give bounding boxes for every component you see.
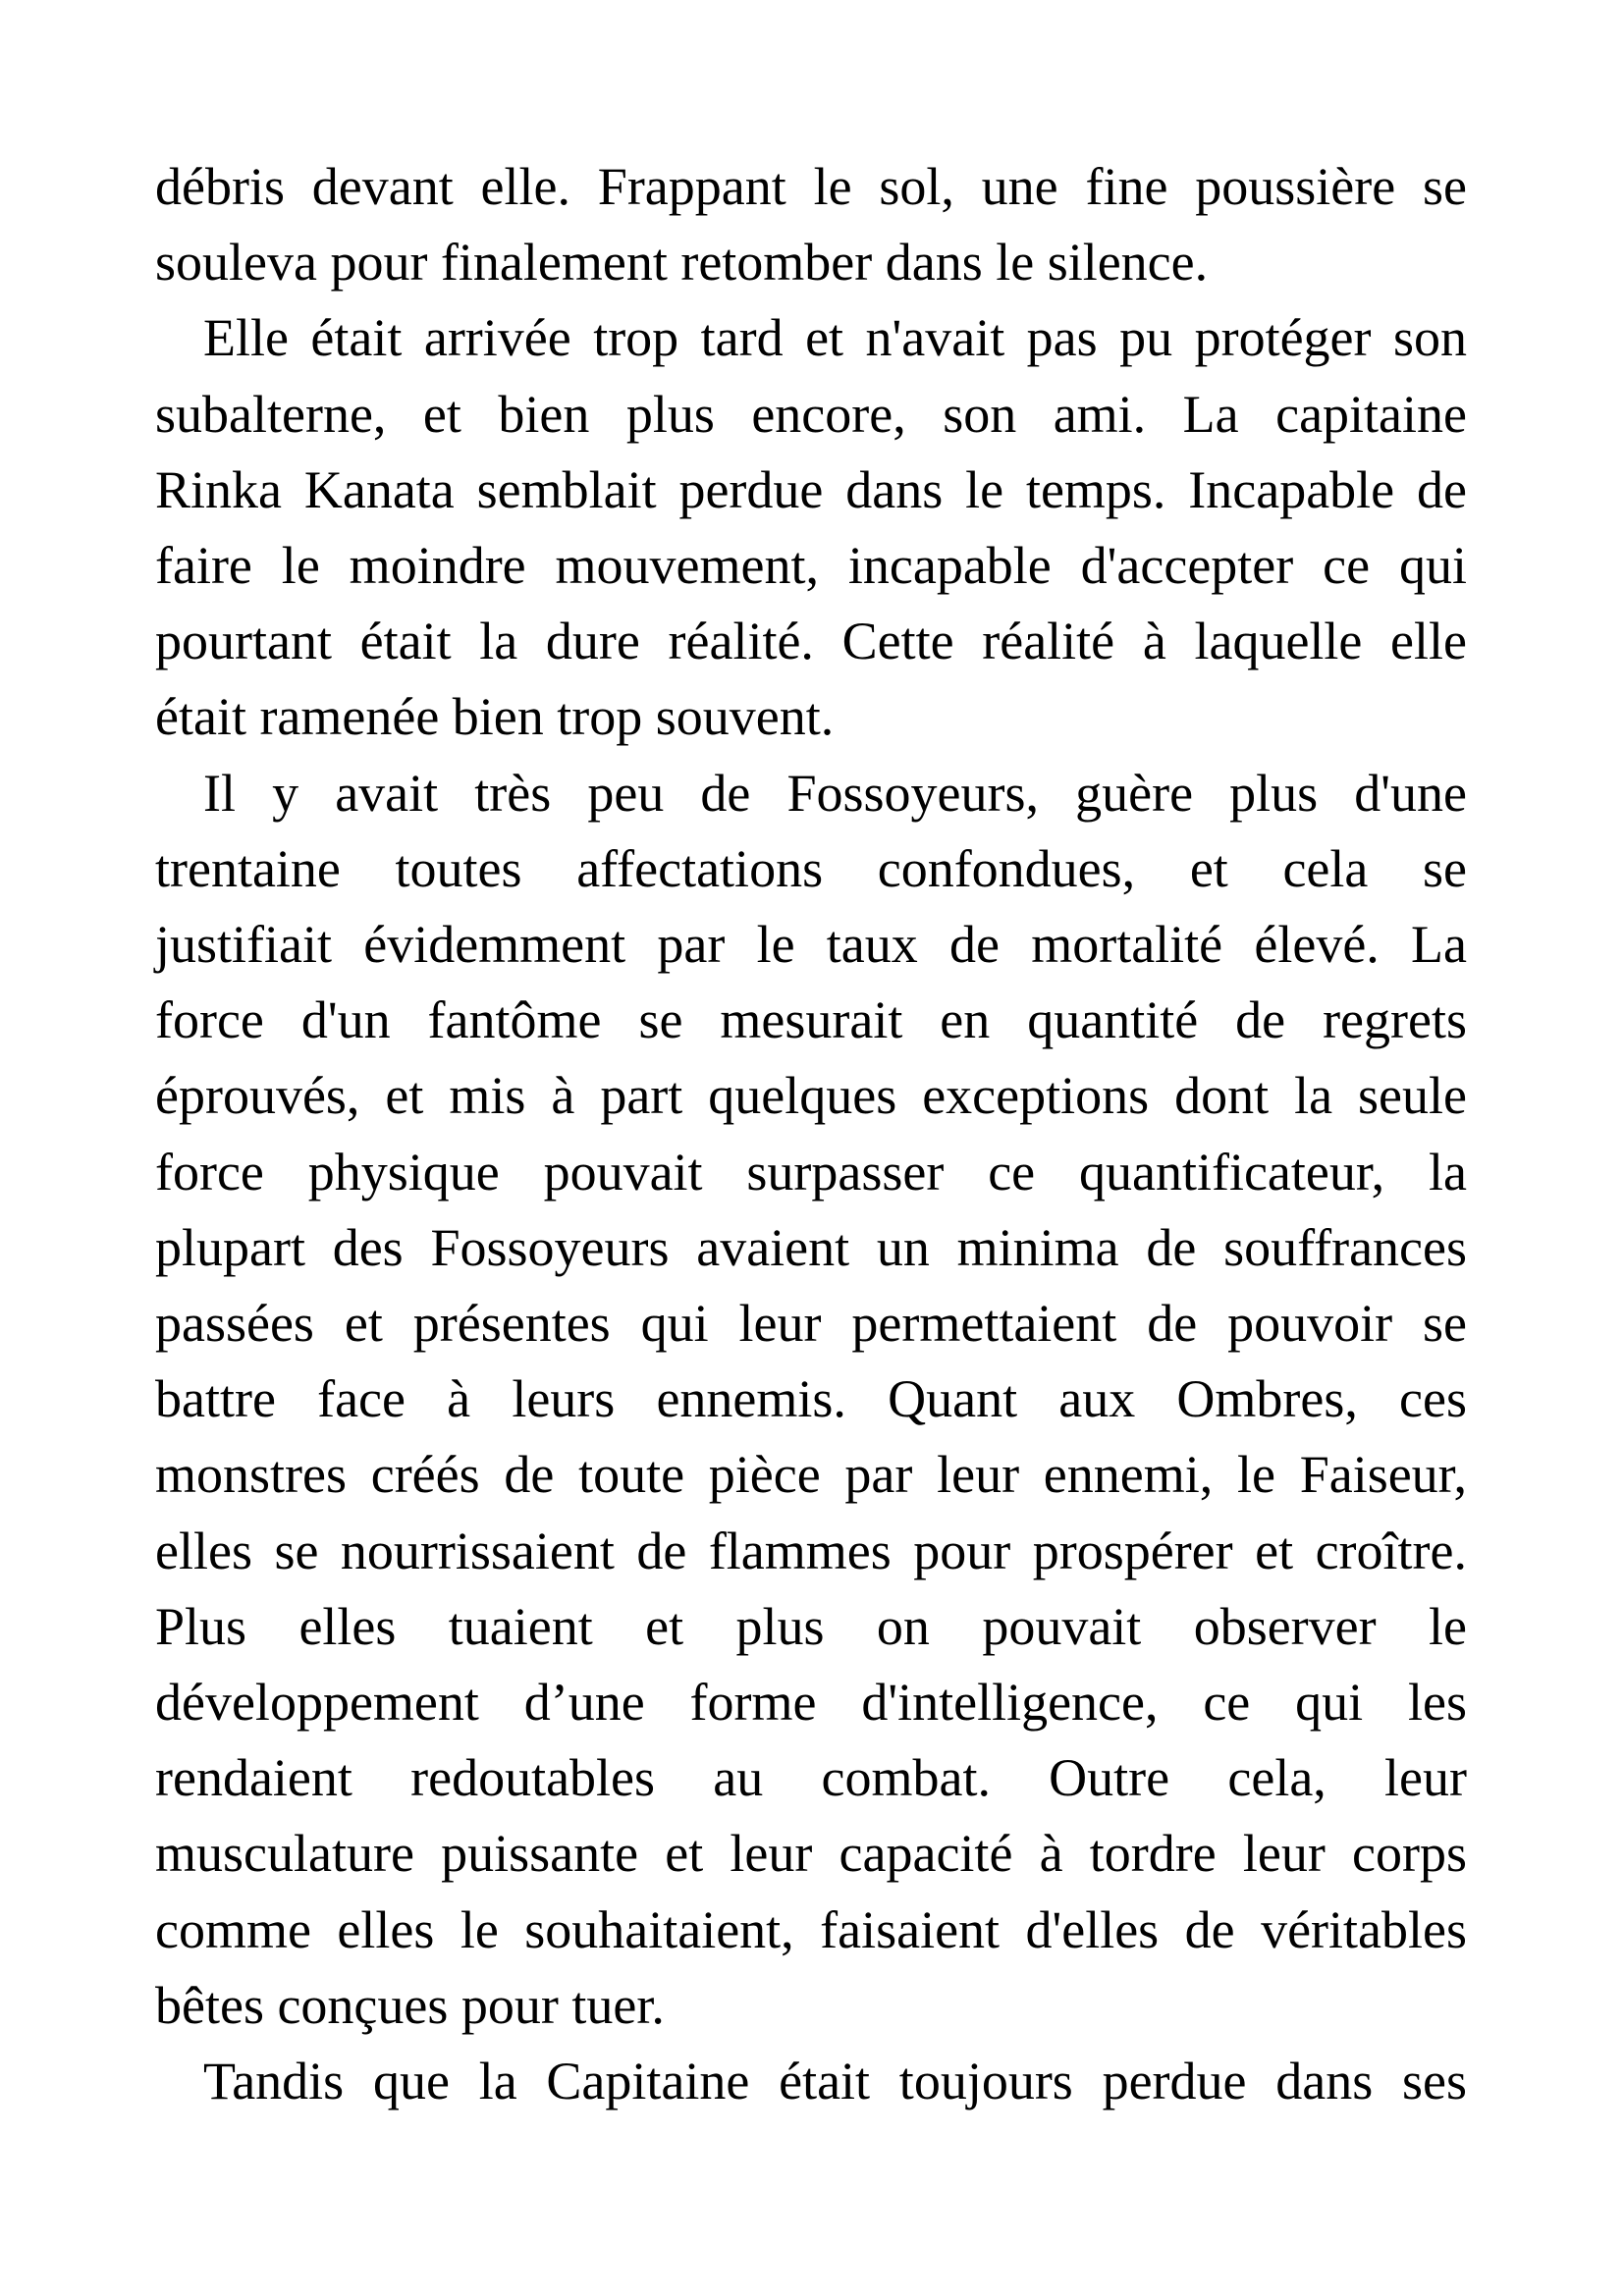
- text-line: justifiait évidemment par le taux de mortalité élevé. La: [155, 915, 1467, 975]
- text-line: Plus elles tuaient et plus on pouvait observer le: [155, 1596, 1467, 1656]
- text-line: pourtant était la dure réalité. Cette réalité à laquelle elle: [155, 612, 1467, 671]
- document-page: [155, 149, 1467, 2119]
- text-line: monstres créés de toute pièce par leur ennemi, le Faiseur,: [155, 1445, 1467, 1505]
- text-line: Elle était arrivée trop tard et n'avait pas pu protéger son: [203, 308, 1467, 368]
- text-line: souleva pour finalement retomber dans le silence.: [155, 233, 1209, 293]
- text-line: musculature puissante et leur capacité à tordre leur corps: [155, 1824, 1467, 1884]
- paragraph-4: [155, 2044, 1467, 2119]
- text-line: Il y avait très peu de Fossoyeurs, guère plus d'une: [203, 763, 1467, 823]
- text-line: elles se nourrissaient de flammes pour prospérer et croître.: [155, 1521, 1467, 1580]
- text-line: rendaient redoutables au combat. Outre cela, leur: [155, 1748, 1467, 1808]
- text-line: force d'un fantôme se mesurait en quantité de regrets: [155, 990, 1467, 1050]
- text-line: force physique pouvait surpasser ce quantificateur, la: [155, 1142, 1467, 1201]
- text-line: subalterne, et bien plus encore, son ami. La capitaine: [155, 384, 1467, 444]
- paragraph-2: [155, 300, 1467, 755]
- text-line: plupart des Fossoyeurs avaient un minima de souffrances: [155, 1217, 1467, 1277]
- text-line: éprouvés, et mis à part quelques exceptions dont la seule: [155, 1066, 1467, 1126]
- text-line: passées et présentes qui leur permettaient de pouvoir se: [155, 1294, 1467, 1354]
- text-line: était ramenée bien trop souvent.: [155, 687, 835, 747]
- paragraph-1: [155, 149, 1467, 300]
- text-line: développement d’une forme d'intelligence, ce qui les: [155, 1673, 1467, 1733]
- text-line: bêtes conçues pour tuer.: [155, 1975, 665, 2035]
- text-line: comme elles le souhaitaient, faisaient d'elles de véritables: [155, 1899, 1467, 1959]
- text-line: trentaine toutes affectations confondues, et cela se: [155, 838, 1467, 898]
- text-line: débris devant elle. Frappant le sol, une fine poussière se: [155, 157, 1467, 216]
- text-line: Rinka Kanata semblait perdue dans le temps. Incapable de: [155, 459, 1467, 519]
- text-line: faire le moindre mouvement, incapable d'accepter ce qui: [155, 536, 1467, 596]
- paragraph-3: [155, 756, 1467, 2044]
- text-line: battre face à leurs ennemis. Quant aux Ombres, ces: [155, 1369, 1467, 1429]
- text-line: Tandis que la Capitaine était toujours perdue dans ses: [203, 2052, 1467, 2111]
